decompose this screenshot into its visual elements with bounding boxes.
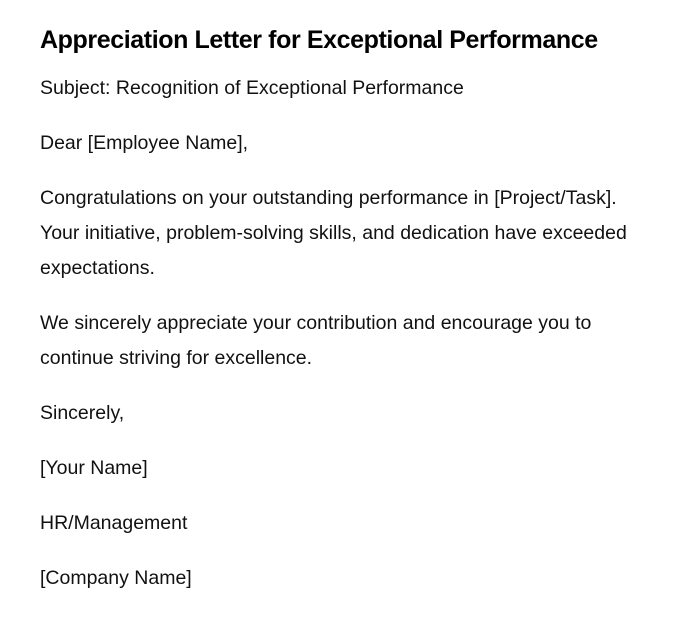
sender-name: [Your Name]: [40, 457, 148, 479]
sender-department: HR/Management: [40, 512, 188, 534]
letter-title: Appreciation Letter for Exceptional Performance: [40, 26, 598, 54]
letter-salutation: Dear [Employee Name],: [40, 132, 249, 154]
letter-page: [40, 22, 640, 616]
company-name: [Company Name]: [40, 567, 192, 589]
letter-body-paragraph-2: We sincerely appreciate your contribution and encourage you to continue striving for excellence.: [40, 312, 592, 369]
letter-subject: Subject: Recognition of Exceptional Performance: [40, 77, 464, 99]
letter-body-paragraph-1: Congratulations on your outstanding performance in [Project/Task]. Your initiative, problem-solving skills, and dedication have exceeded expectations.: [40, 187, 627, 279]
letter-closing: Sincerely,: [40, 402, 125, 424]
